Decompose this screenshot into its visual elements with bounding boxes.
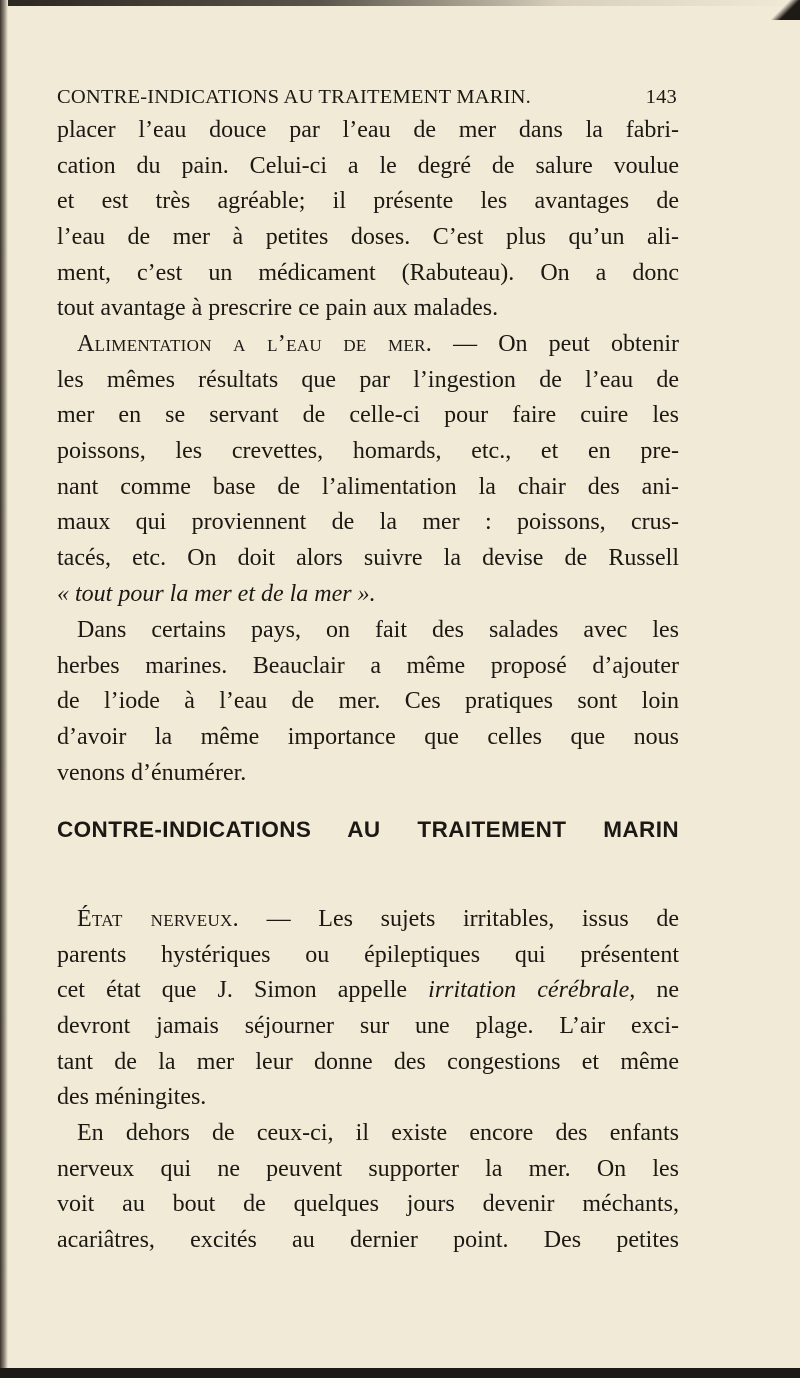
text-line: [57, 973, 679, 1009]
text-line: voit au bout de quelques jours devenir méchants,: [57, 1191, 679, 1218]
page-edge-bottom: [0, 1368, 800, 1378]
text-line: venons d’énumérer.: [57, 759, 247, 786]
text-line: poissons, les crevettes, homards, etc., et en pre-: [57, 438, 679, 465]
text-fragment: ne: [635, 977, 679, 1004]
text-line: et est très agréable; il présente les avantages de: [57, 188, 679, 215]
paragraph-5: [57, 1116, 679, 1259]
text-line: [57, 902, 679, 938]
text-line: acariâtres, excités au dernier point. Des petites: [57, 1227, 679, 1254]
text-line: l’eau de mer à petites doses. C’est plus qu’un ali-: [57, 224, 679, 251]
text-line: cation du pain. Celui-ci a le degré de salure voulue: [57, 152, 679, 179]
text-line: tacés, etc. On doit alors suivre la devise de Russell: [57, 545, 679, 572]
text-line: maux qui proviennent de la mer : poissons, crus-: [57, 509, 679, 536]
text-line: devront jamais séjourner sur une plage. L’air exci-: [57, 1013, 679, 1040]
running-head: [57, 86, 677, 109]
text-line: nant comme base de l’alimentation la chair des ani-: [57, 473, 679, 500]
text-line: d’avoir la même importance que celles que nous: [57, 724, 679, 751]
page-edge-left: [0, 0, 8, 1378]
text-line: placer l’eau douce par l’eau de mer dans la fabri-: [57, 117, 679, 143]
text-line: [57, 327, 679, 363]
page-edge-top: [0, 0, 800, 6]
text-line: Dans certains pays, on fait des salades avec les: [77, 617, 679, 643]
paragraph-1: [57, 113, 679, 327]
text-line: les mêmes résultats que par l’ingestion de l’eau de: [57, 366, 679, 393]
text-fragment: — On peut obtenir: [432, 331, 679, 357]
text-line: En dehors de ceux-ci, il existe encore des enfants: [77, 1120, 679, 1146]
section-heading: CONTRE-INDICATIONS AU TRAITEMENT MARIN: [57, 817, 679, 842]
page-corner-shadow: [770, 0, 800, 20]
text-line: tout avantage à prescrire ce pain aux malades.: [57, 295, 499, 322]
paragraph-4: [57, 902, 679, 1116]
text-line: des méningites.: [57, 1084, 207, 1111]
text-line: mer en se servant de celle-ci pour faire cuire les: [57, 402, 679, 429]
paragraph-lead-title: État nerveux.: [77, 906, 239, 932]
text-fragment: — Les sujets irritables, issus de: [238, 906, 679, 932]
paragraph-2: [57, 327, 679, 613]
running-head-title: CONTRE-INDICATIONS AU TRAITEMENT MARIN.: [57, 86, 531, 108]
text-line: tant de la mer leur donne des congestions et même: [57, 1048, 679, 1075]
italic-term: irritation cérébrale,: [428, 977, 636, 1004]
quote-line: « tout pour la mer et de la mer ».: [57, 580, 376, 607]
text-line: parents hystériques ou épileptiques qui présentent: [57, 941, 679, 968]
page-number: 143: [645, 86, 677, 108]
paragraph-lead-title: Alimentation a l’eau de mer.: [77, 331, 433, 357]
text-fragment: cet état que J. Simon appelle: [57, 977, 429, 1004]
paragraph-3: [57, 613, 679, 791]
text-line: ment, c’est un médicament (Rabuteau). On a donc: [57, 259, 679, 286]
text-line: nerveux qui ne peuvent supporter la mer. On les: [57, 1155, 679, 1182]
text-line: herbes marines. Beauclair a même proposé d’ajouter: [57, 652, 679, 679]
text-line: de l’iode à l’eau de mer. Ces pratiques sont loin: [57, 688, 679, 715]
